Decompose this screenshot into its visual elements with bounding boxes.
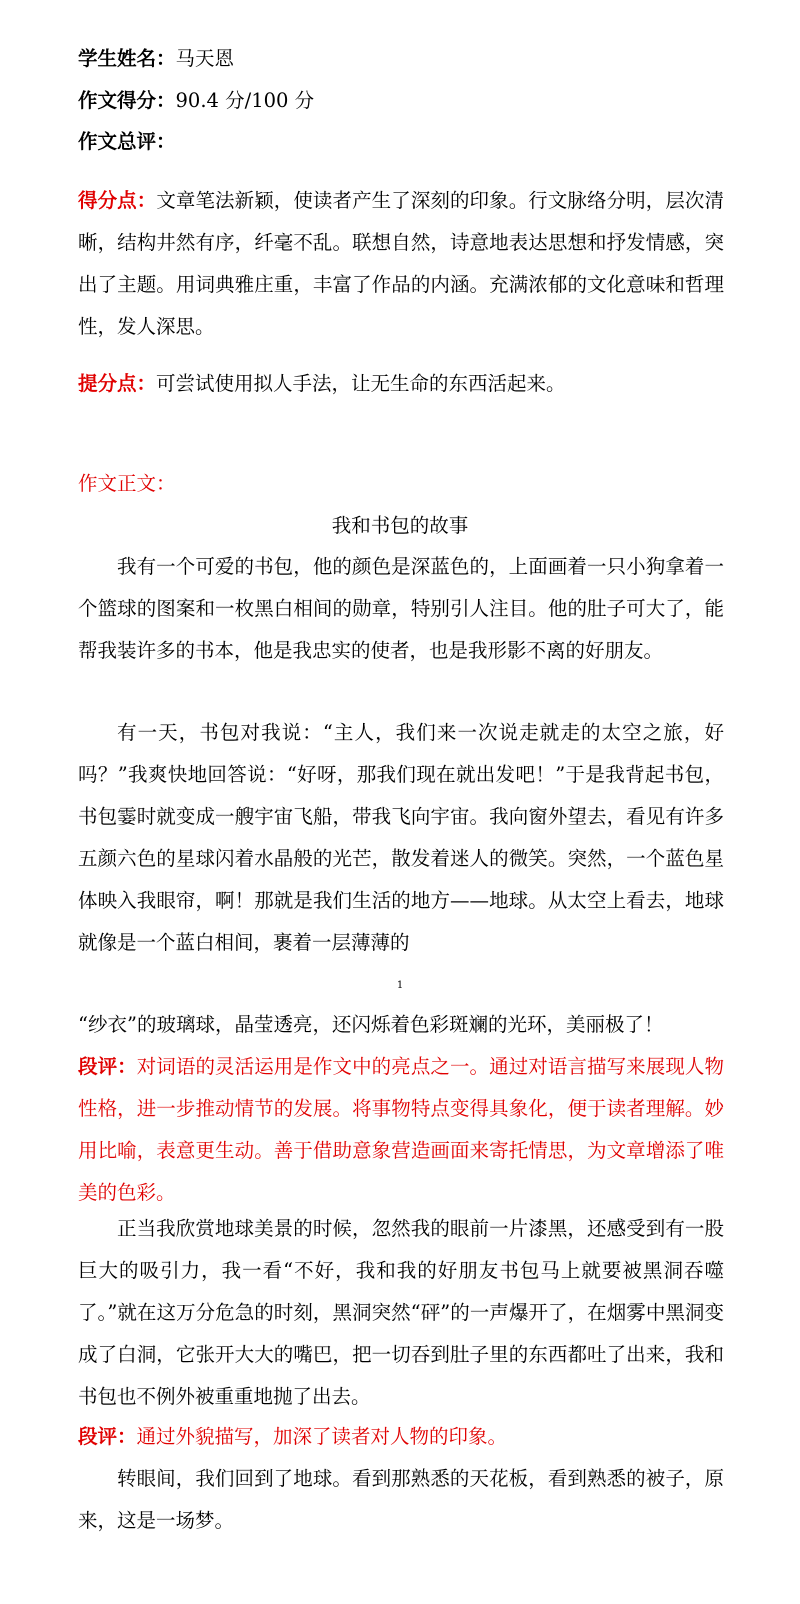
strengths-label: 得分点： bbox=[78, 189, 157, 212]
strengths-paragraph bbox=[78, 180, 724, 348]
essay-paragraph-2-continued: “纱衣”的玻璃球，晶莹透亮，还闪烁着色彩斑斓的光环，美丽极了！ bbox=[78, 1013, 664, 1036]
essay-paragraph-3: 正当我欣赏地球美景的时候，忽然我的眼前一片漆黑，还感受到有一股巨大的吸引力，我一看“不好，我和我的好朋友书包马上就要被黑洞吞噬了。”就在这万分危急的时刻，黑洞突然“砰”的一声爆开了，在烟雾中黑洞变成了白洞，它张开大大的嘴巴，把一切吞到肚子里的东西都吐了出来，我和书包也不例外被重重地抛了出去。 bbox=[78, 1217, 724, 1408]
page-number: 1 bbox=[396, 980, 404, 991]
essay-title: 我和书包的故事 bbox=[331, 514, 469, 537]
essay-paragraph-1: 我有一个可爱的书包，他的颜色是深蓝色的，上面画着一只小狗拿着一个篮球的图案和一枚黑白相间的勋章，特别引人注目。他的肚子可大了，能帮我装许多的书本，他是我忠实的使者，也是我形影不离的好朋友。 bbox=[78, 555, 724, 662]
improve-label: 提分点： bbox=[78, 372, 157, 395]
paragraph-comment-2-label: 段评： bbox=[78, 1425, 137, 1448]
student-name-label: 学生姓名： bbox=[78, 47, 176, 70]
paragraph-comment-1 bbox=[78, 1046, 724, 1214]
essay-paragraph-4: 转眼间，我们回到了地球。看到那熟悉的天花板，看到熟悉的被子，原来，这是一场梦。 bbox=[78, 1467, 724, 1532]
essay-body-line bbox=[78, 463, 728, 505]
student-name-line bbox=[78, 38, 728, 80]
essay-body-label: 作文正文： bbox=[78, 472, 176, 495]
paragraph-comment-2 bbox=[78, 1416, 724, 1458]
improve-text: 可尝试使用拟人手法，让无生命的东西活起来。 bbox=[156, 372, 566, 395]
paragraph-comment-2-text: 通过外貌描写，加深了读者对人物的印象。 bbox=[136, 1425, 508, 1448]
score-line bbox=[78, 80, 728, 122]
improve-paragraph bbox=[78, 363, 724, 405]
overall-review-label: 作文总评： bbox=[78, 130, 176, 153]
paragraph-comment-1-label: 段评： bbox=[78, 1055, 137, 1078]
score-label: 作文得分： bbox=[78, 89, 176, 112]
paragraph-comment-1-text: 对词语的灵活运用是作文中的亮点之一。通过对语言描写来展现人物性格，进一步推动情节的发展。将事物特点变得具象化，便于读者理解。妙用比喻，表意更生动。善于借助意象营造画面来寄托情思，为文章增添了唯美的色彩。 bbox=[78, 1055, 724, 1204]
score-value: 90.4 分/100 分 bbox=[175, 89, 315, 112]
student-name-value: 马天恩 bbox=[175, 47, 235, 70]
strengths-text: 文章笔法新颖，使读者产生了深刻的印象。行文脉络分明，层次清晰，结构井然有序，纤毫不乱。联想自然，诗意地表达思想和抒发情感，突出了主题。用词典雅庄重，丰富了作品的内涵。充满浓郁的文化意味和哲理性，发人深思。 bbox=[78, 189, 724, 338]
essay-paragraph-2: 有一天，书包对我说：“主人，我们来一次说走就走的太空之旅，好吗？”我爽快地回答说：“好呀，那我们现在就出发吧！”于是我背起书包，书包霎时就变成一艘宇宙飞船，带我飞向宇宙。我向窗外望去，看见有许多五颜六色的星球闪着水晶般的光芒，散发着迷人的微笑。突然，一个蓝色星体映入我眼帘，啊！那就是我们生活的地方——地球。从太空上看去，地球就像是一个蓝白相间，裹着一层薄薄的 bbox=[78, 721, 724, 954]
overall-review-line bbox=[78, 121, 728, 163]
